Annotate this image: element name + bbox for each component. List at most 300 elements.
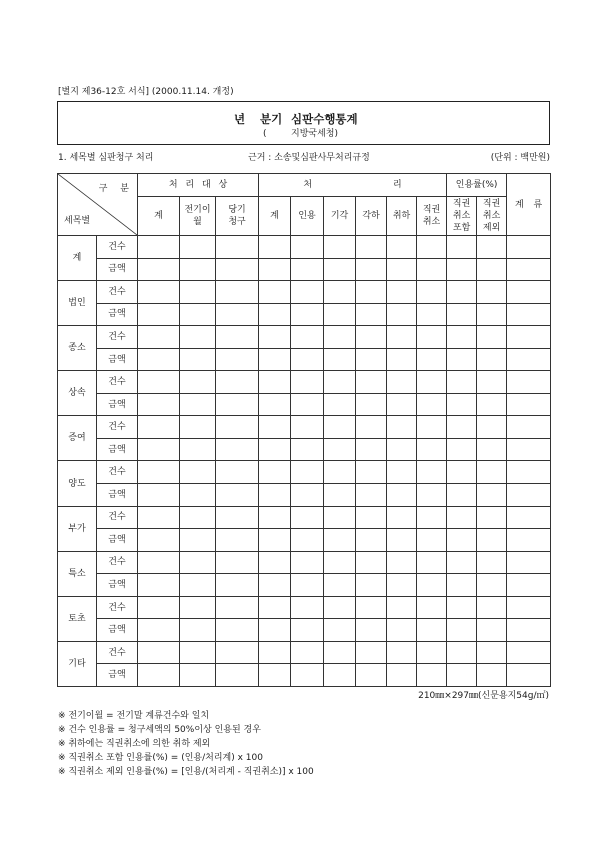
table-row <box>58 393 551 416</box>
blank-cell <box>447 258 477 281</box>
blank-cell <box>138 484 180 507</box>
blank-cell <box>477 393 507 416</box>
section-heading: 1. 세목별 심판청구 처리 <box>58 153 154 163</box>
blank-cell <box>291 596 324 619</box>
blank-cell <box>259 416 291 439</box>
blank-cell <box>291 574 324 597</box>
col-header-line: 기각 <box>330 211 349 221</box>
blank-cell <box>291 281 324 304</box>
blank-cell <box>477 326 507 349</box>
blank-cell <box>259 596 291 619</box>
blank-cell <box>216 551 259 574</box>
blank-cell <box>216 371 259 394</box>
blank-cell <box>387 596 417 619</box>
blank-cell <box>356 348 387 371</box>
blank-cell <box>387 529 417 552</box>
col-header-processed <box>291 197 324 236</box>
blank-cell <box>259 348 291 371</box>
blank-cell <box>356 416 387 439</box>
blank-cell <box>417 416 447 439</box>
page-title: 심판수행통계 <box>291 112 358 126</box>
blank-cell <box>259 461 291 484</box>
col-header-line: 직권 <box>422 205 441 215</box>
blank-cell <box>417 281 447 304</box>
blank-cell <box>356 258 387 281</box>
blank-cell <box>324 393 356 416</box>
row-type-label: 건수 <box>97 326 138 349</box>
blank-cell <box>356 326 387 349</box>
table-row <box>58 506 551 529</box>
blank-cell <box>291 461 324 484</box>
blank-cell <box>180 664 216 687</box>
corner-label-category: 구 분 <box>98 184 129 194</box>
blank-cell <box>447 506 477 529</box>
blank-cell <box>324 574 356 597</box>
blank-cell <box>138 664 180 687</box>
category-label: 계 <box>58 236 97 281</box>
blank-cell <box>180 281 216 304</box>
blank-cell <box>387 551 417 574</box>
blank-cell <box>447 438 477 461</box>
row-type-label: 금액 <box>97 619 138 642</box>
blank-cell <box>477 574 507 597</box>
blank-cell <box>138 303 180 326</box>
row-type-label: 금액 <box>97 303 138 326</box>
blank-cell <box>180 596 216 619</box>
blank-cell <box>324 529 356 552</box>
group-header-processed: 처 리 <box>259 174 447 197</box>
blank-cell <box>447 596 477 619</box>
col-header-processed <box>356 197 387 236</box>
blank-cell <box>259 258 291 281</box>
blank-cell <box>138 371 180 394</box>
blank-cell <box>417 619 447 642</box>
blank-cell <box>216 393 259 416</box>
blank-cell <box>259 371 291 394</box>
blank-cell <box>324 664 356 687</box>
blank-cell <box>324 258 356 281</box>
blank-cell <box>259 574 291 597</box>
blank-cell <box>180 303 216 326</box>
group-header-target: 처 리 대 상 <box>138 174 259 197</box>
blank-cell <box>216 258 259 281</box>
note-item: ※ 전기이월 = 전기말 계류건수와 일치 <box>58 711 210 721</box>
category-label: 법인 <box>58 281 97 326</box>
blank-cell <box>356 529 387 552</box>
blank-cell <box>138 393 180 416</box>
blank-cell <box>356 438 387 461</box>
blank-cell <box>417 326 447 349</box>
blank-cell <box>180 484 216 507</box>
blank-cell <box>291 393 324 416</box>
col-header-line: 취소 <box>482 211 501 221</box>
col-header-line: 취소 <box>422 217 441 227</box>
row-type-label: 건수 <box>97 416 138 439</box>
blank-cell <box>417 393 447 416</box>
blank-cell <box>138 258 180 281</box>
blank-cell <box>324 596 356 619</box>
corner-header-cell <box>58 174 138 236</box>
blank-cell <box>356 506 387 529</box>
blank-cell <box>507 574 551 597</box>
blank-cell <box>324 484 356 507</box>
blank-cell <box>180 438 216 461</box>
blank-cell <box>477 371 507 394</box>
blank-cell <box>417 371 447 394</box>
col-header-rate <box>447 197 477 236</box>
blank-cell <box>387 574 417 597</box>
blank-cell <box>324 281 356 304</box>
col-header-line: 직권 <box>482 199 501 209</box>
blank-cell <box>291 529 324 552</box>
blank-cell <box>356 461 387 484</box>
note-item: ※ 취하에는 직권취소에 의한 취하 제외 <box>58 739 211 749</box>
blank-cell <box>477 484 507 507</box>
blank-cell <box>477 619 507 642</box>
blank-cell <box>507 641 551 664</box>
blank-cell <box>180 236 216 259</box>
blank-cell <box>447 303 477 326</box>
blank-cell <box>324 348 356 371</box>
blank-cell <box>138 574 180 597</box>
blank-cell <box>507 596 551 619</box>
blank-cell <box>447 619 477 642</box>
header-row-1 <box>58 174 551 197</box>
form-label: [별지 제36-12호 서식] (2000.11.14. 개정) <box>58 87 234 97</box>
blank-cell <box>387 416 417 439</box>
table-row <box>58 641 551 664</box>
blank-cell <box>356 551 387 574</box>
blank-cell <box>216 348 259 371</box>
blank-cell <box>417 236 447 259</box>
title-box <box>57 101 550 145</box>
paper-spec: 210㎜×297㎜(신문용지54g/㎡) <box>418 691 549 701</box>
col-header-line: 제외 <box>482 223 501 233</box>
col-header-line: 당기 <box>228 205 246 215</box>
blank-cell <box>180 371 216 394</box>
blank-cell <box>387 641 417 664</box>
blank-cell <box>259 438 291 461</box>
blank-cell <box>259 281 291 304</box>
blank-cell <box>507 664 551 687</box>
blank-cell <box>447 484 477 507</box>
row-type-label: 건수 <box>97 551 138 574</box>
table-row <box>58 438 551 461</box>
blank-cell <box>138 641 180 664</box>
blank-cell <box>324 326 356 349</box>
blank-cell <box>477 438 507 461</box>
blank-cell <box>477 461 507 484</box>
blank-cell <box>216 529 259 552</box>
blank-cell <box>417 551 447 574</box>
group-header-rate: 인용률(%) <box>447 174 507 197</box>
blank-cell <box>138 416 180 439</box>
blank-cell <box>216 484 259 507</box>
col-header-line: 전기이 <box>184 205 211 215</box>
blank-cell <box>356 596 387 619</box>
blank-cell <box>180 393 216 416</box>
blank-cell <box>477 641 507 664</box>
blank-cell <box>447 416 477 439</box>
blank-cell <box>291 551 324 574</box>
col-header-line: 취하 <box>392 211 411 221</box>
blank-cell <box>417 461 447 484</box>
blank-cell <box>216 506 259 529</box>
blank-cell <box>417 664 447 687</box>
blank-cell <box>417 303 447 326</box>
corner-label-tax-item: 세목별 <box>64 216 91 226</box>
blank-cell <box>259 529 291 552</box>
blank-cell <box>356 393 387 416</box>
blank-cell <box>324 506 356 529</box>
blank-cell <box>507 551 551 574</box>
blank-cell <box>291 484 324 507</box>
blank-cell <box>291 236 324 259</box>
blank-cell <box>324 303 356 326</box>
blank-cell <box>259 619 291 642</box>
blank-cell <box>138 281 180 304</box>
blank-cell <box>180 326 216 349</box>
blank-cell <box>324 236 356 259</box>
table-row <box>58 664 551 687</box>
col-header-line: 인용 <box>298 211 316 221</box>
table-row <box>58 551 551 574</box>
note-item: ※ 직권취소 제외 인용률(%) = [인용/(처리계 - 직권취소)] x 100 <box>58 767 314 777</box>
table-row <box>58 303 551 326</box>
blank-cell <box>477 258 507 281</box>
blank-cell <box>447 664 477 687</box>
table-row <box>58 461 551 484</box>
blank-cell <box>507 326 551 349</box>
blank-cell <box>216 596 259 619</box>
blank-cell <box>138 551 180 574</box>
blank-cell <box>417 348 447 371</box>
blank-cell <box>356 371 387 394</box>
category-label: 상속 <box>58 371 97 416</box>
blank-cell <box>356 236 387 259</box>
row-type-label: 금액 <box>97 393 138 416</box>
blank-cell <box>180 551 216 574</box>
col-header-target <box>216 197 259 236</box>
blank-cell <box>324 461 356 484</box>
row-type-label: 금액 <box>97 438 138 461</box>
blank-cell <box>387 461 417 484</box>
blank-cell <box>447 236 477 259</box>
blank-cell <box>417 596 447 619</box>
blank-cell <box>324 371 356 394</box>
row-type-label: 건수 <box>97 461 138 484</box>
blank-cell <box>216 574 259 597</box>
unit-label: (단위 : 백만원) <box>490 153 550 163</box>
blank-cell <box>138 596 180 619</box>
table-body <box>58 236 551 687</box>
blank-cell <box>477 303 507 326</box>
blank-cell <box>387 281 417 304</box>
blank-cell <box>507 236 551 259</box>
blank-cell <box>507 393 551 416</box>
blank-cell <box>417 506 447 529</box>
blank-cell <box>387 348 417 371</box>
blank-cell <box>507 619 551 642</box>
blank-cell <box>387 619 417 642</box>
blank-cell <box>259 506 291 529</box>
table-row <box>58 529 551 552</box>
blank-cell <box>507 348 551 371</box>
blank-cell <box>138 326 180 349</box>
blank-cell <box>216 326 259 349</box>
blank-cell <box>477 281 507 304</box>
row-type-label: 금액 <box>97 529 138 552</box>
table-row <box>58 596 551 619</box>
col-header-line: 계 <box>154 211 163 221</box>
blank-cell <box>291 303 324 326</box>
row-type-label: 건수 <box>97 596 138 619</box>
table-row <box>58 619 551 642</box>
col-header-line: 직권 <box>452 199 471 209</box>
col-header-line: 계 <box>270 211 279 221</box>
note-item: ※ 건수 인용률 = 청구세액의 50%이상 인용된 경우 <box>58 725 261 735</box>
col-header-line: 취소 <box>452 211 471 221</box>
table-row <box>58 416 551 439</box>
blank-cell <box>447 393 477 416</box>
row-type-label: 건수 <box>97 641 138 664</box>
col-header-rate <box>477 197 507 236</box>
blank-cell <box>387 371 417 394</box>
blank-cell <box>417 574 447 597</box>
blank-cell <box>447 461 477 484</box>
blank-cell <box>216 664 259 687</box>
blank-cell <box>138 461 180 484</box>
blank-cell <box>507 438 551 461</box>
col-header-line: 포함 <box>452 223 471 233</box>
blank-cell <box>356 641 387 664</box>
col-header-line: 청구 <box>228 217 246 227</box>
blank-cell <box>259 236 291 259</box>
blank-cell <box>356 303 387 326</box>
blank-cell <box>447 551 477 574</box>
blank-cell <box>138 348 180 371</box>
blank-cell <box>180 258 216 281</box>
blank-cell <box>356 574 387 597</box>
blank-cell <box>477 664 507 687</box>
blank-cell <box>291 326 324 349</box>
blank-cell <box>180 641 216 664</box>
blank-cell <box>291 258 324 281</box>
blank-cell <box>447 281 477 304</box>
col-header-processed <box>417 197 447 236</box>
row-type-label: 금액 <box>97 574 138 597</box>
blank-cell <box>356 619 387 642</box>
blank-cell <box>387 484 417 507</box>
table-row <box>58 258 551 281</box>
subtitle-office: 지방국세청) <box>291 129 338 139</box>
blank-cell <box>180 529 216 552</box>
blank-cell <box>259 326 291 349</box>
blank-cell <box>507 303 551 326</box>
blank-cell <box>447 371 477 394</box>
blank-cell <box>507 281 551 304</box>
blank-cell <box>417 529 447 552</box>
blank-cell <box>216 641 259 664</box>
table-row <box>58 281 551 304</box>
blank-cell <box>447 641 477 664</box>
col-header-target <box>180 197 216 236</box>
blank-cell <box>356 664 387 687</box>
table-row <box>58 326 551 349</box>
blank-cell <box>477 506 507 529</box>
title-quarter-word: 분기 <box>260 112 283 126</box>
row-type-label: 건수 <box>97 506 138 529</box>
blank-cell <box>324 619 356 642</box>
category-label: 부가 <box>58 506 97 551</box>
note-item: ※ 직권취소 포함 인용률(%) = (인용/처리계) x 100 <box>58 753 263 763</box>
blank-cell <box>138 236 180 259</box>
blank-cell <box>387 438 417 461</box>
blank-cell <box>138 619 180 642</box>
blank-cell <box>387 303 417 326</box>
blank-cell <box>387 506 417 529</box>
blank-cell <box>507 484 551 507</box>
stats-table <box>57 173 551 687</box>
blank-cell <box>180 348 216 371</box>
category-label: 증여 <box>58 416 97 461</box>
blank-cell <box>324 438 356 461</box>
blank-cell <box>324 416 356 439</box>
blank-cell <box>259 393 291 416</box>
blank-cell <box>216 461 259 484</box>
blank-cell <box>507 461 551 484</box>
row-type-label: 건수 <box>97 236 138 259</box>
blank-cell <box>447 326 477 349</box>
col-header-target <box>138 197 180 236</box>
row-type-label: 금액 <box>97 258 138 281</box>
blank-cell <box>387 393 417 416</box>
col-header-line: 각하 <box>362 211 380 221</box>
row-type-label: 금액 <box>97 348 138 371</box>
row-type-label: 금액 <box>97 484 138 507</box>
category-label: 양도 <box>58 461 97 506</box>
blank-cell <box>138 529 180 552</box>
blank-cell <box>291 371 324 394</box>
blank-cell <box>477 596 507 619</box>
blank-cell <box>507 529 551 552</box>
blank-cell <box>387 326 417 349</box>
blank-cell <box>356 281 387 304</box>
blank-cell <box>291 641 324 664</box>
blank-cell <box>291 438 324 461</box>
blank-cell <box>417 258 447 281</box>
blank-cell <box>507 371 551 394</box>
title-year-word: 년 <box>234 112 246 126</box>
row-type-label: 금액 <box>97 664 138 687</box>
blank-cell <box>180 416 216 439</box>
blank-cell <box>216 236 259 259</box>
blank-cell <box>180 506 216 529</box>
blank-cell <box>387 258 417 281</box>
blank-cell <box>216 281 259 304</box>
blank-cell <box>324 551 356 574</box>
category-label: 특소 <box>58 551 97 596</box>
blank-cell <box>477 236 507 259</box>
blank-cell <box>180 619 216 642</box>
blank-cell <box>216 438 259 461</box>
blank-cell <box>477 529 507 552</box>
blank-cell <box>291 348 324 371</box>
table-header <box>58 174 551 236</box>
blank-cell <box>259 484 291 507</box>
blank-cell <box>291 664 324 687</box>
col-header-pending: 계 류 <box>507 174 551 236</box>
